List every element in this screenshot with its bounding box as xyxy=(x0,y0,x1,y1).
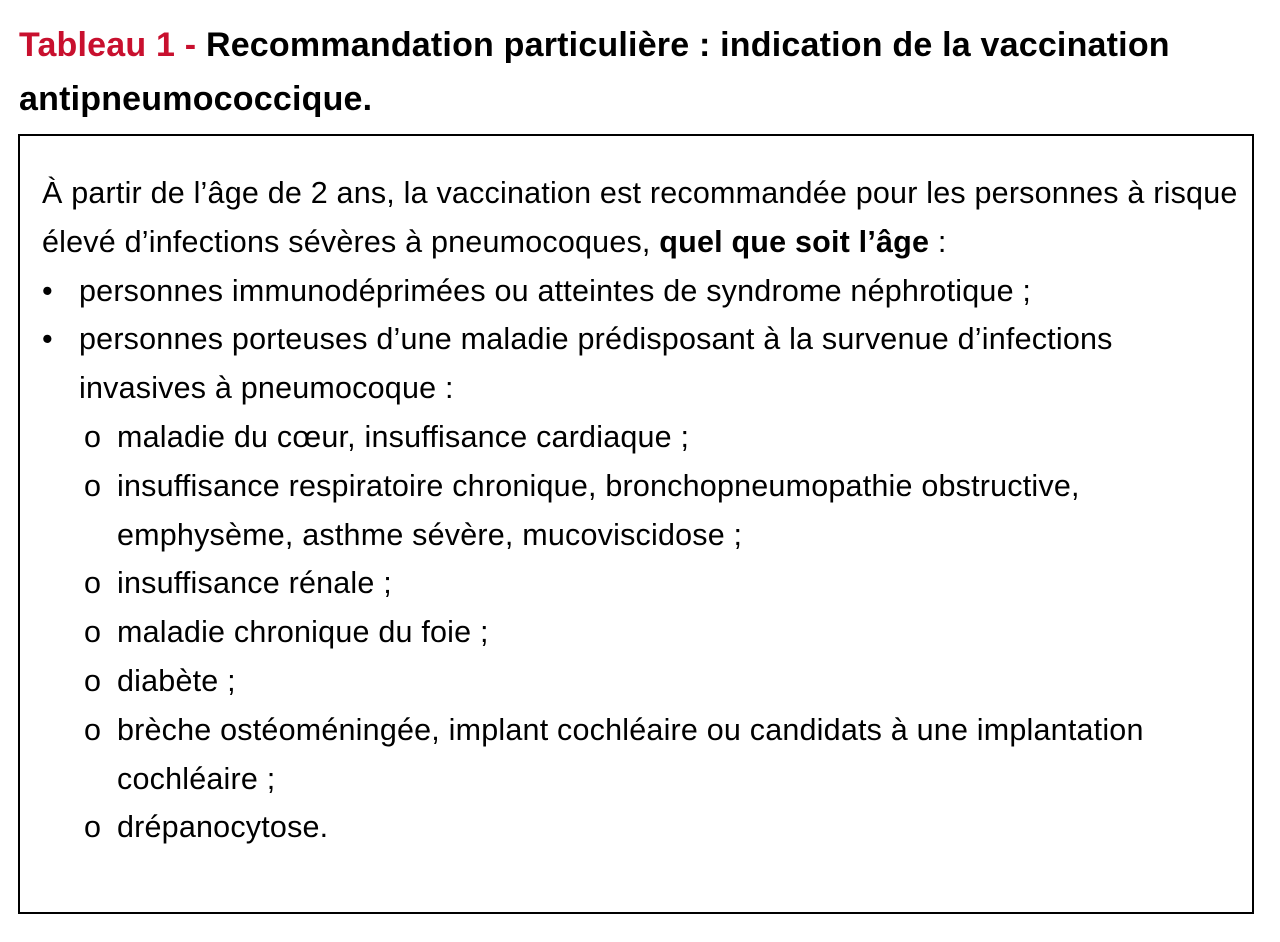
risk-group-list xyxy=(42,267,1242,853)
sub-list-item-text: drépanocytose. xyxy=(117,810,329,845)
intro-bold-text: quel que soit l’âge xyxy=(659,224,930,259)
sub-bullet-icon: o xyxy=(84,468,102,503)
sub-list-item xyxy=(84,608,1242,657)
sub-bullet-icon: o xyxy=(84,712,102,747)
sub-bullet-icon: o xyxy=(84,419,102,454)
sub-list-item xyxy=(84,657,1242,706)
table-title xyxy=(19,18,1259,126)
sub-list-item xyxy=(84,462,1242,560)
sub-list-item xyxy=(84,559,1242,608)
sub-bullet-icon: o xyxy=(84,566,102,601)
list-item xyxy=(42,267,1242,316)
bullet-icon: • xyxy=(42,273,53,308)
table-title-text: Recommandation particulière : indication de la vaccination antipneumococcique. xyxy=(19,26,1170,118)
intro-paragraph xyxy=(42,169,1242,267)
sub-list-item xyxy=(84,413,1242,462)
list-item xyxy=(42,315,1242,852)
sub-list-item-text: maladie du cœur, insuffisance cardiaque ; xyxy=(117,419,690,454)
sub-list-item-text: brèche ostéoméningée, implant cochléaire ou candidats à une implantation cochléaire ; xyxy=(117,712,1144,796)
sub-list-item xyxy=(84,803,1242,852)
bullet-icon: • xyxy=(42,322,53,357)
sub-bullet-icon: o xyxy=(84,615,102,650)
intro-text: À partir de l’âge de 2 ans, la vaccination est recommandée pour les personnes à risque élevé d’infections sévères à pneumocoques, xyxy=(42,176,1238,259)
sub-list-item-text: maladie chronique du foie ; xyxy=(117,615,489,650)
sub-list-item-text: diabète ; xyxy=(117,663,236,698)
sub-bullet-icon: o xyxy=(84,663,102,698)
sub-list-item-text: insuffisance respiratoire chronique, bronchopneumopathie obstructive, emphysème, asthme sévère, mucoviscidose ; xyxy=(117,468,1080,552)
disease-sublist xyxy=(79,413,1242,852)
intro-end: : xyxy=(929,224,947,259)
recommendation-box xyxy=(18,134,1254,914)
sub-list-item xyxy=(84,706,1242,804)
list-item-text: personnes immunodéprimées ou atteintes de syndrome néphrotique ; xyxy=(79,273,1032,308)
recommendation-content xyxy=(42,169,1242,852)
list-item-text: personnes porteuses d’une maladie prédisposant à la survenue d’infections invasives à pneumocoque : xyxy=(79,322,1113,406)
sub-bullet-icon: o xyxy=(84,810,102,845)
sub-list-item-text: insuffisance rénale ; xyxy=(117,566,392,601)
table-number-tag: Tableau 1 - xyxy=(19,26,197,64)
